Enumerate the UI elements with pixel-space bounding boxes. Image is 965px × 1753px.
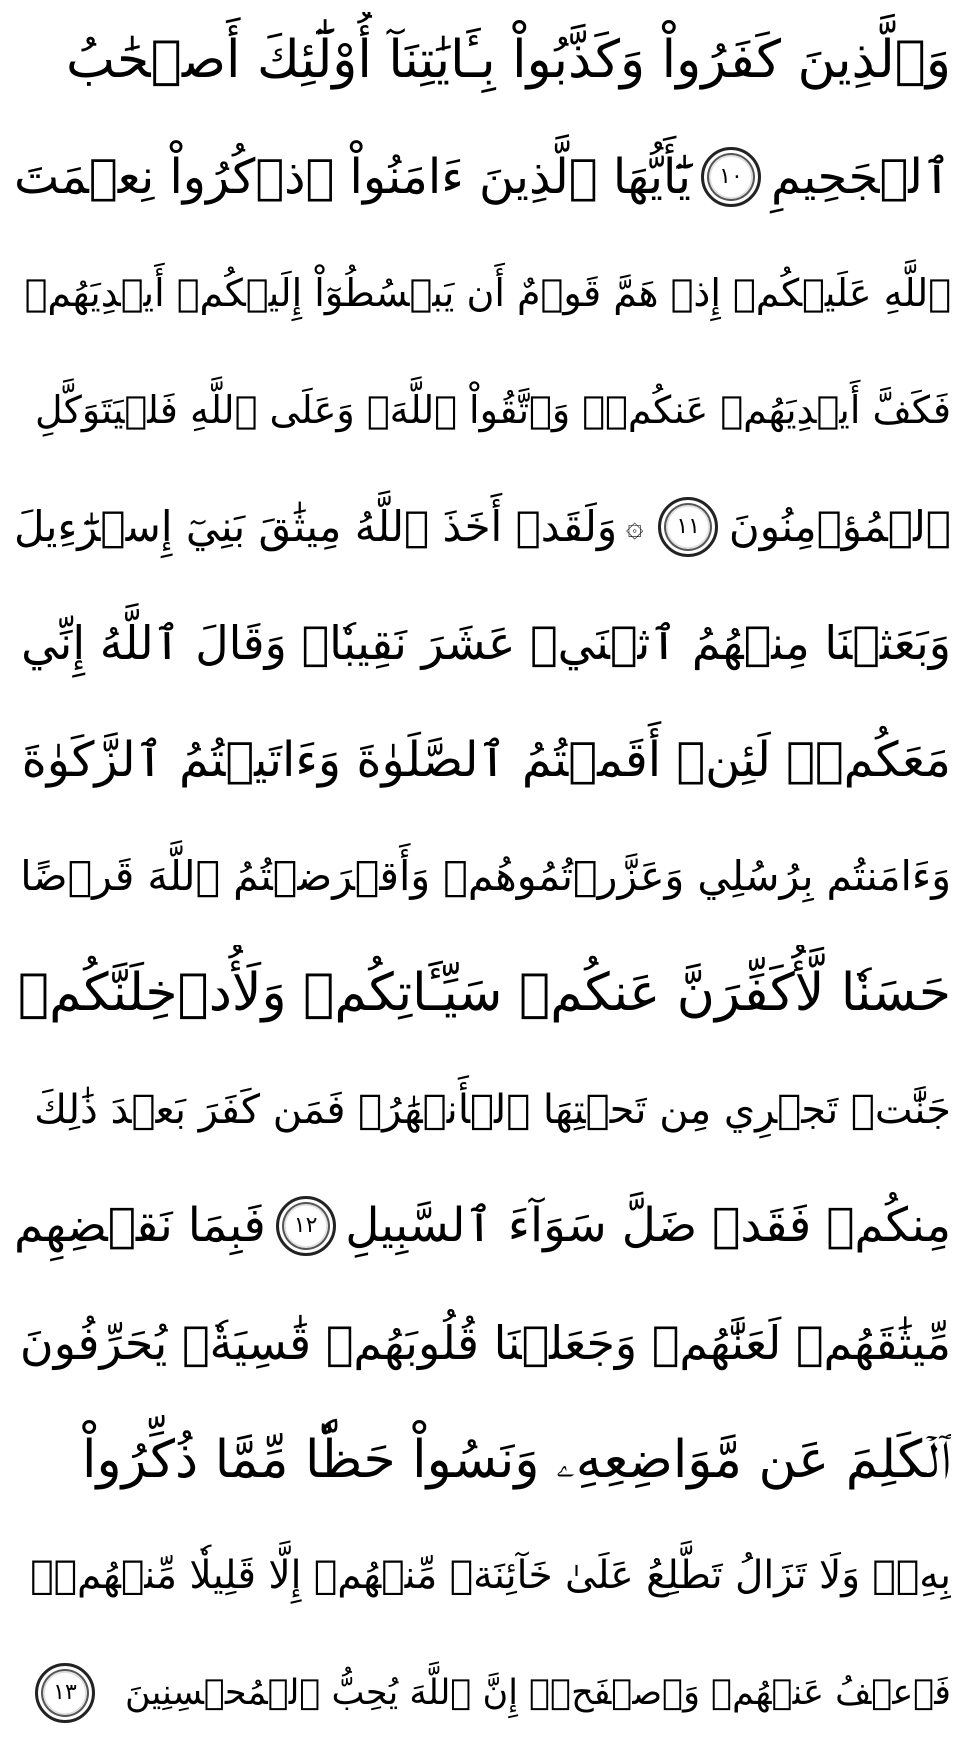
text-line xyxy=(14,12,951,108)
verse-text: ٱلۡكَلِمَ عَن مَّوَاضِعِهِۦ وَنَسُواْ حَظّٗا مِّمَّا ذُكِّرُواْ xyxy=(82,1429,951,1490)
text-line xyxy=(14,245,951,341)
text-line xyxy=(14,712,951,808)
text-line xyxy=(14,1528,951,1624)
verse-text: وَبَعَثۡنَا مِنۡهُمُ ٱثۡنَيۡ عَشَرَ نَقِيبٗاۖ وَقَالَ ٱللَّهُ إِنِّي xyxy=(21,616,951,671)
verse-text: فَكَفَّ أَيۡدِيَهُمۡ عَنكُمۡۖ وَٱتَّقُواْ ٱللَّهَۚ وَعَلَى ٱللَّهِ فَلۡيَتَوَكَّلِ xyxy=(34,387,951,432)
text-line xyxy=(14,129,951,225)
ayah-number-marker: ١٣ xyxy=(35,1663,95,1723)
text-lines xyxy=(14,12,951,1741)
ayah-number-marker: ١٠ xyxy=(701,147,761,207)
text-line xyxy=(14,1062,951,1158)
verse-text: جَنَّٰتٖ تَجۡرِي مِن تَحۡتِهَا ٱلۡأَنۡهَٰرُۚ فَمَن كَفَرَ بَعۡدَ ذَٰلِكَ xyxy=(34,1086,951,1133)
ayah-number-marker: ١١ xyxy=(658,497,718,557)
text-line xyxy=(14,1295,951,1391)
verse-text: فَبِمَا نَقۡضِهِم xyxy=(14,1198,266,1254)
text-line xyxy=(14,362,951,458)
verse-text: حَسَنٗا لَّأُكَفِّرَنَّ عَنكُمۡ سَيِّـَٔاتِكُمۡ وَلَأُدۡخِلَنَّكُمۡ xyxy=(17,963,951,1024)
verse-text: وَلَقَدۡ أَخَذَ ٱللَّهُ مِيثَٰقَ بَنِيٓ إِسۡرَٰٓءِيلَ xyxy=(14,501,618,551)
text-line xyxy=(14,479,951,575)
hizb-marker-icon: ۞ xyxy=(625,508,644,544)
verse-text: ٱلۡجَحِيمِ xyxy=(771,148,951,205)
text-line xyxy=(14,1412,951,1508)
verse-text: ٱلۡمُؤۡمِنُونَ xyxy=(728,501,951,551)
text-line xyxy=(14,828,951,924)
text-line xyxy=(14,1178,951,1274)
verse-text: يَٰٓأَيُّهَا ٱلَّذِينَ ءَامَنُواْ ٱذۡكُرُواْ نِعۡمَتَ xyxy=(14,148,691,205)
ayah-number-marker: ١٢ xyxy=(276,1196,336,1256)
verse-text: مَعَكُمۡۖ لَئِنۡ أَقَمۡتُمُ ٱلصَّلَوٰةَ وَءَاتَيۡتُمُ ٱلزَّكَوٰةَ xyxy=(21,731,951,788)
verse-text: مِّيثَٰقَهُمۡ لَعَنَّٰهُمۡ وَجَعَلۡنَا قُلُوبَهُمۡ قَٰسِيَةٗۖ يُحَرِّفُونَ xyxy=(19,1316,951,1371)
text-line xyxy=(14,945,951,1041)
verse-text: ٱللَّهِ عَلَيۡكُمۡ إِذۡ هَمَّ قَوۡمٌ أَن يَبۡسُطُوٓاْ إِلَيۡكُمۡ أَيۡدِيَهُمۡ xyxy=(24,271,951,316)
verse-text: وَءَامَنتُم بِرُسُلِي وَعَزَّرۡتُمُوهُمۡ وَأَقۡرَضۡتُمُ ٱللَّهَ قَرۡضًا xyxy=(20,852,951,901)
text-line xyxy=(14,1645,951,1741)
text-line xyxy=(14,595,951,691)
verse-text: بِهِۦۚ وَلَا تَزَالُ تَطَّلِعُ عَلَىٰ خَآئِنَةٖ مِّنۡهُمۡ إِلَّا قَلِيلٗا مِّنۡهُمۡۖ xyxy=(30,1553,951,1599)
verse-text: وَٱلَّذِينَ كَفَرُواْ وَكَذَّبُواْ بِـَٔايَٰتِنَآ أُوْلَٰٓئِكَ أَصۡحَٰبُ xyxy=(65,30,951,90)
verse-text: مِنكُمۡ فَقَدۡ ضَلَّ سَوَآءَ ٱلسَّبِيلِ xyxy=(345,1198,951,1254)
verse-text: فَٱعۡفُ عَنۡهُمۡ وَٱصۡفَحۡۚ إِنَّ ٱللَّهَ يُحِبُّ ٱلۡمُحۡسِنِينَ xyxy=(124,1672,951,1713)
